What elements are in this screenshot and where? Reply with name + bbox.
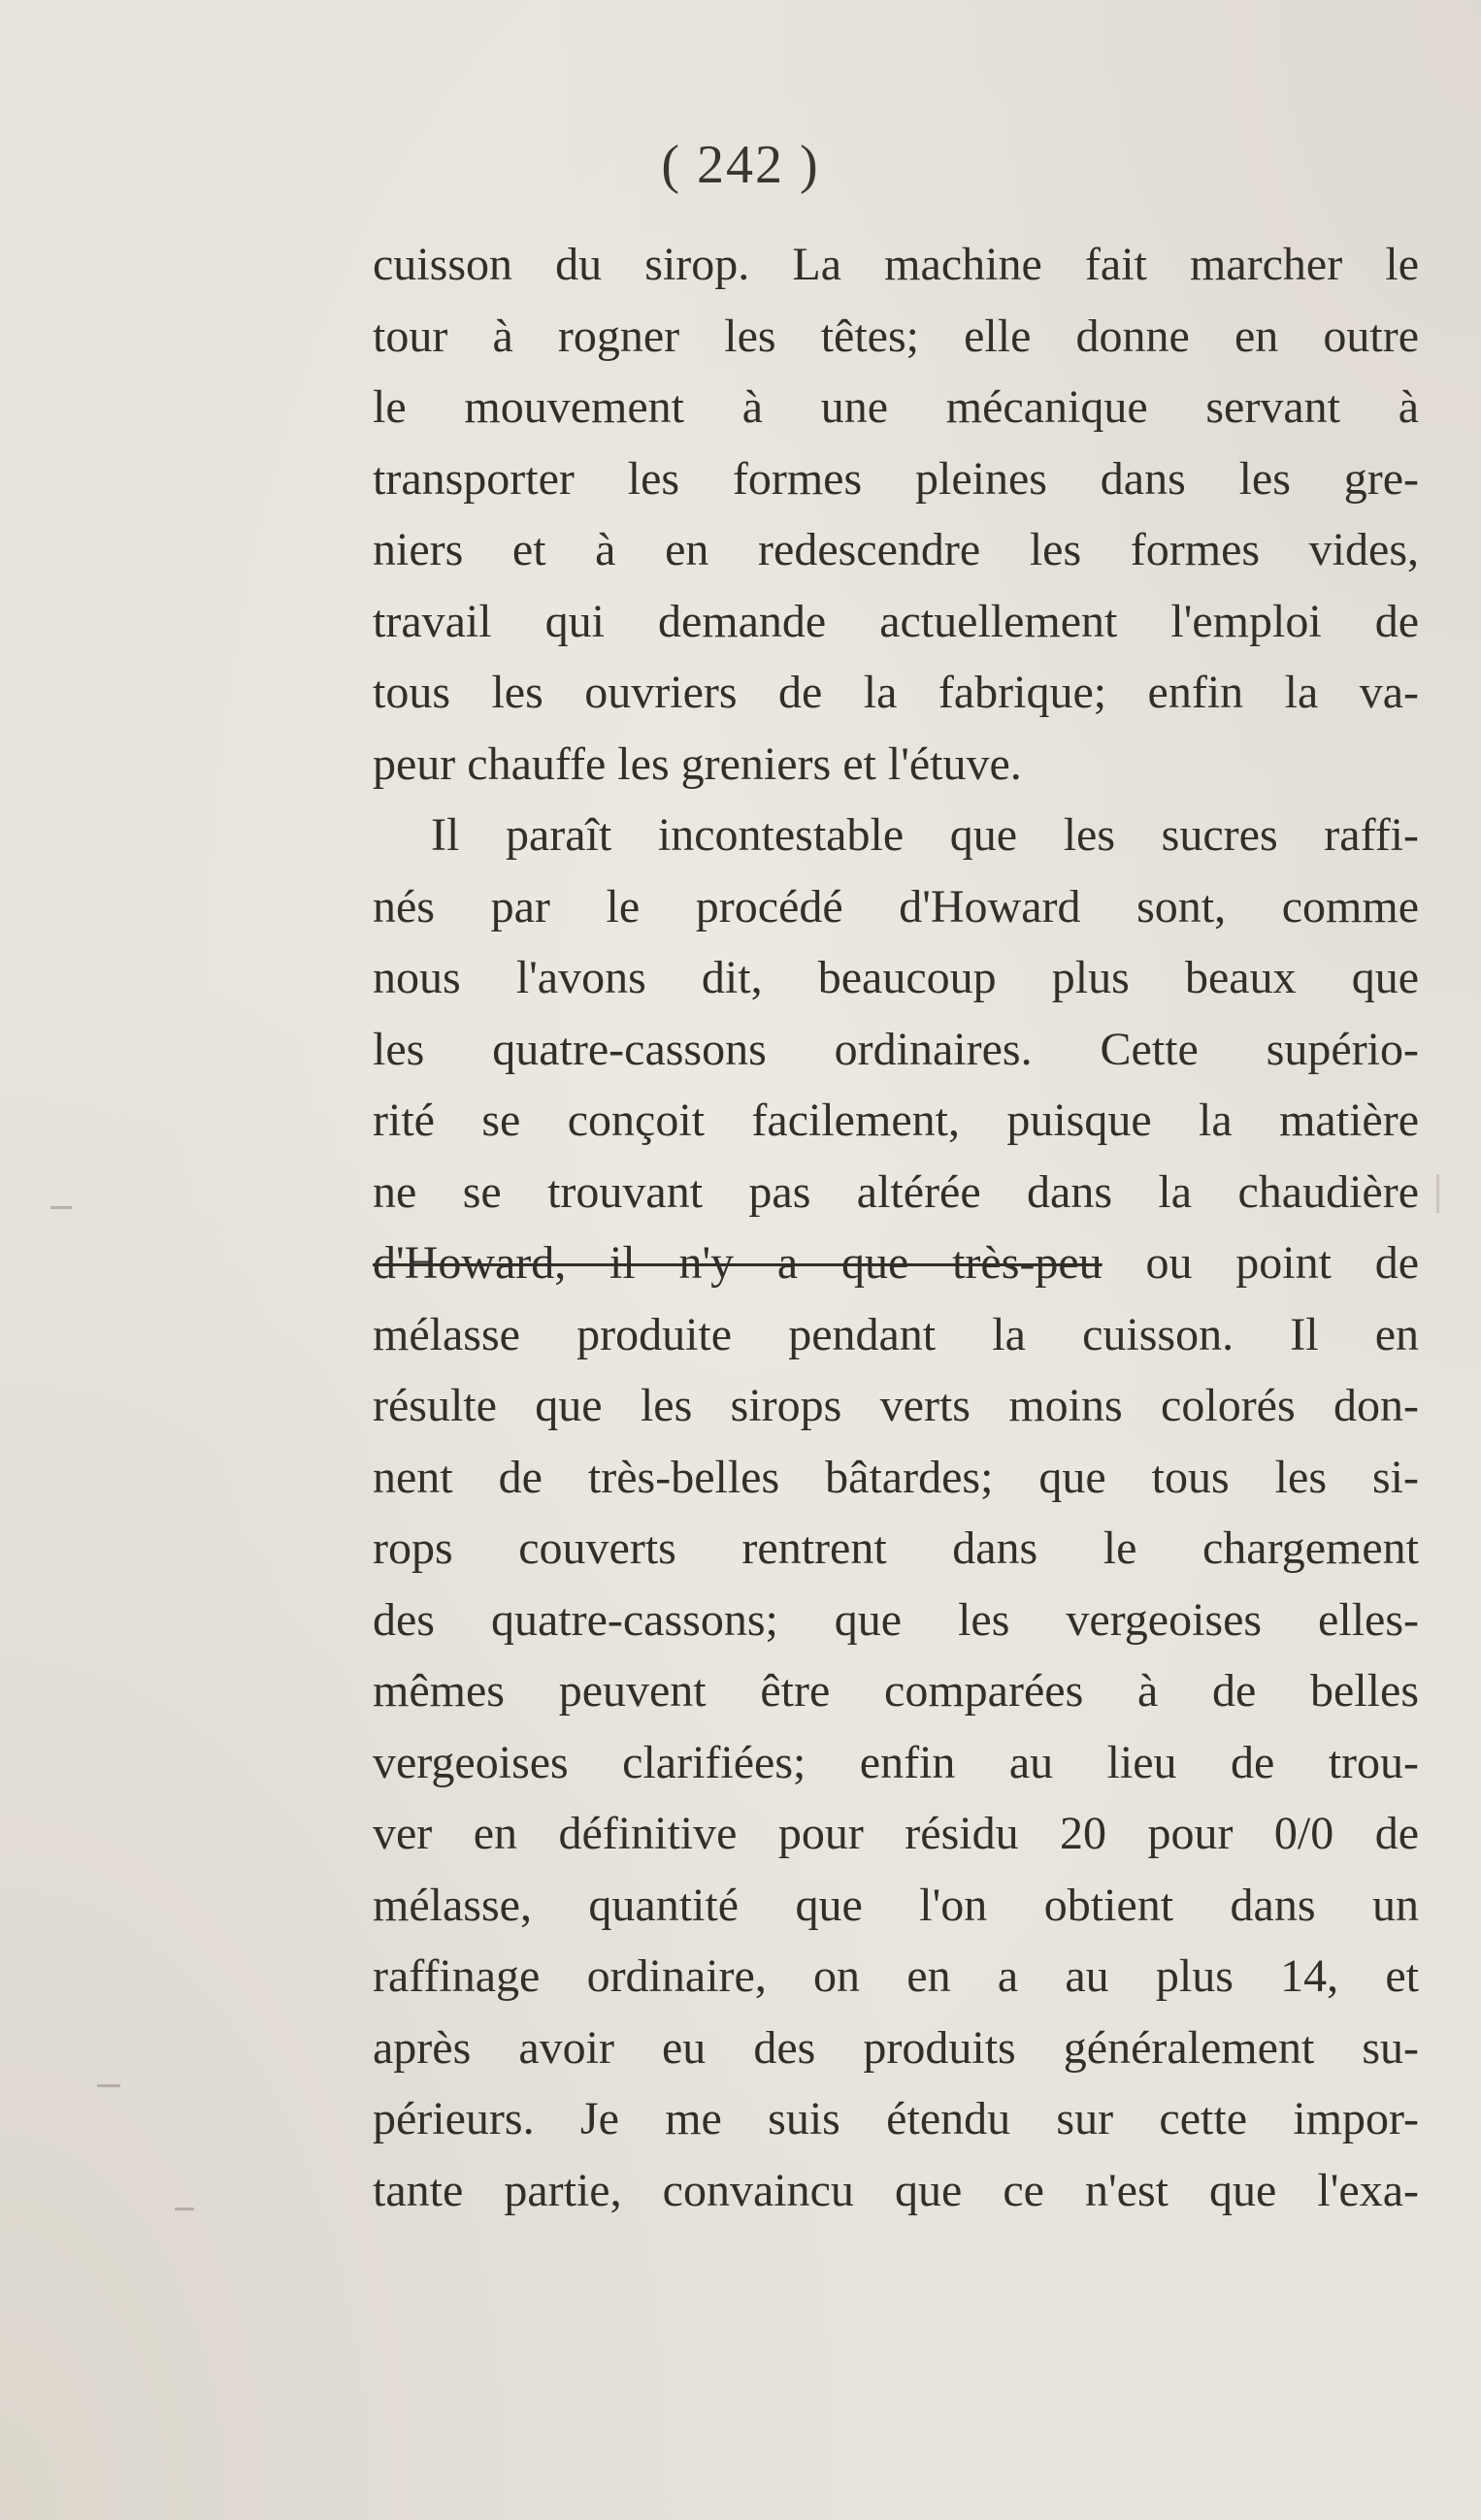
text-line: nous l'avons dit, beaucoup plus beaux que (373, 952, 1419, 1003)
text-line: nés par le procédé d'Howard sont, comme (373, 880, 1419, 933)
text-line: Il paraît incontestable que les sucres raffi- (431, 809, 1419, 861)
text-line: les quatre-cassons ordinaires. Cette supério- (373, 1023, 1419, 1075)
text-line: mêmes peuvent être comparées à de belles (373, 1665, 1419, 1717)
text-line: le mouvement à une mécanique servant à (373, 381, 1419, 433)
text-line: cuisson du sirop. La machine fait marcher le (373, 239, 1419, 290)
text-line: niers et à en redescendre les formes vides, (373, 524, 1419, 575)
text-line: mélasse produite pendant la cuisson. Il en (373, 1308, 1419, 1360)
text-line: tante partie, convaincu que ce n'est que l'exa- (373, 2164, 1419, 2216)
text-line: tour à rogner les têtes; elle donne en outre (373, 310, 1419, 362)
text-line: ne se trouvant pas altérée dans la chaudière (373, 1165, 1419, 1218)
text-line: rité se conçoit facilement, puisque la matière (373, 1095, 1419, 1146)
text-fragment: ou point de (1102, 1237, 1419, 1289)
text-line: rops couverts rentrent dans le chargement (373, 1522, 1419, 1574)
text-line: peur chauffe les greniers et l'étuve. (373, 737, 1022, 790)
margin-mark (97, 2084, 120, 2087)
page-number: ( 242 ) (661, 135, 820, 195)
text-line: transporter les formes pleines dans les gre- (373, 452, 1419, 505)
struck-text-line (373, 1227, 1419, 1299)
text-line: vergeoises clarifiées; enfin au lieu de trou- (373, 1736, 1419, 1788)
text-line: des quatre-cassons; que les vergeoises elles- (373, 1593, 1419, 1646)
margin-mark (175, 2208, 194, 2210)
text-line: nent de très-belles bâtardes; que tous les si- (373, 1451, 1419, 1503)
text-line: tous les ouvriers de la fabrique; enfin la va- (373, 667, 1419, 718)
text-line: travail qui demande actuellement l'emploi de (373, 595, 1419, 647)
text-line: résulte que les sirops verts moins colorés don- (373, 1380, 1419, 1431)
body-text (373, 229, 1419, 2226)
text-line: raffinage ordinaire, on en a au plus 14, et (373, 1950, 1419, 2002)
margin-mark (50, 1206, 72, 1209)
text-line: après avoir eu des produits généralement su- (373, 2021, 1419, 2074)
text-line: périeurs. Je me suis étendu sur cette impor- (373, 2093, 1419, 2144)
margin-mark (1436, 1174, 1439, 1213)
struck-through-text: d'Howard, il n'y a que très-peu (373, 1237, 1103, 1289)
text-line: ver en définitive pour résidu 20 pour 0/0 de (373, 1808, 1419, 1859)
text-line: mélasse, quantité que l'on obtient dans un (373, 1879, 1419, 1931)
